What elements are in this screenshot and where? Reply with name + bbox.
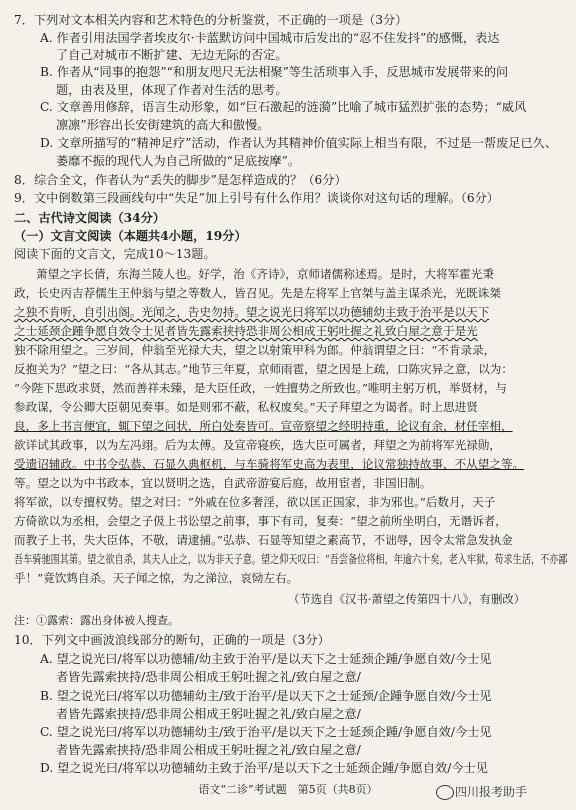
- q7-line: D. 文章所描写的“精神足疗”活动，作者认为其精神价值实际上相当有限，不过是一帮废足已久、: [40, 136, 558, 150]
- q7-line: 凛凛”形容出长安街建筑的高大和傲慢。: [56, 118, 270, 132]
- q7-line: 萎靡不振的现代人为自己所做的“足底按摩”。: [56, 154, 301, 168]
- passage-line-underlined: 受遗诏辅政。中书令弘恭、石显久典枢机，与车骑将军史高为表里，论议常独持故事，不从望之等。: [14, 457, 525, 471]
- q10-option-d: D. 望之说光曰/将军以功德辅幼主致于治平/是以天下之士延颈企踵/争愿自效/今士见: [40, 761, 488, 775]
- passage-line: 参政谋，令公卿大臣朝见奏事。如是则邪不蔽，私权废矣。”天子拜望之为谒者。时上思进贤: [14, 400, 478, 414]
- footnote: 注：①露索：露出身体被人搜查。: [14, 614, 179, 627]
- watermark: 四川报考助手: [455, 785, 528, 799]
- wechat-icon: [436, 785, 454, 800]
- passage-source: （节选自《汉书·萧望之传第四十八》，有删改）: [288, 592, 526, 606]
- passage-line: 方倚欲以为丞相，会望之子伋上书讼望之前事，事下有司，复奏：“望之前所坐明白，无谮诉者，: [14, 514, 507, 528]
- q8-stem: 8．综合全文，作者认为“丢失的脚步”是怎样造成的？（6分）: [14, 173, 347, 187]
- q10-option-c: C. 望之说光曰/将军以功德辅幼主/致于治平/是以天下之士延颈企踵/争愿自效/今士见: [40, 725, 492, 739]
- q7-line: A. 作者引用法国学者埃皮尔·卡蓝默访问中国城市后发出的“忍不住发抖”的感慨，表达: [40, 31, 500, 45]
- passage-line: 萧望之字长倩，东海兰陵人也。好学，治《齐诗》，京师诸儒称述焉。是时，大将军霍光秉: [36, 267, 494, 281]
- passage-line: 欲详试其政事，以为左冯翊。后为太傅。及宣帝寝疾，选大臣可属者，拜望之为前将军光禄勋，: [14, 438, 501, 452]
- q9-stem: 9．文中倒数第三段画线句中“失足”加上引号有什么作用？谈谈你对这句话的理解。（6分）: [14, 191, 499, 205]
- q10-option-a-cont: 者皆先露索挟持/恐非周公相成王躬吐握之礼/致白屋之意/: [56, 670, 361, 684]
- q10-option-c-cont: 者皆先露索挟持/恐非周公相成王躬吐握之礼/致白屋之意/: [56, 743, 361, 757]
- passage-line-underlined: 良，多上书言便宜，辄下望之问状，所白处奏皆可。宣帝察望之经明持重，论议有余，材任宰相，: [14, 419, 513, 433]
- passage-line: 将军欲，以专擅权势。望之对曰：“外戚在位多奢淫，欲以匡正国家，非为邪也。”后数月，天子: [14, 495, 496, 509]
- passage-intro: 阅读下面的文言文，完成10～13题。: [14, 247, 216, 261]
- passage-line: 反抱关为？”望之曰：“各从其志。”地节三年夏，京师雨雹，望之因是上疏，口陈灾异之意，以为：: [14, 362, 513, 376]
- q10-option-b-cont: 者皆先露索挟持/恐非周公相成王躬吐握之礼/致白屋之意/: [56, 707, 361, 721]
- passage-line: 政，长史丙吉荐儒生王仲翁与望之等数人，皆召见。先是左将军上官桀与盖主谋杀光，光既诛桀: [14, 286, 501, 300]
- q7-stem: 7．下列对文本相关内容和艺术特色的分析鉴赏，不正确的一项是（3分）: [14, 13, 408, 27]
- q7-line: 了自己对城市不断扩建、无边无际的否定。: [56, 48, 288, 62]
- q7-line: 题，由表及里，体现了作者对生活的思考。: [56, 83, 288, 97]
- passage-line: 而教子上书，失大臣体，不敬，请逮捕。”弘恭、石显等知望之素高节，不诎辱，因令太常急发执金: [14, 533, 513, 547]
- q10-stem: 10．下列文中画波浪线部分的断句，正确的一项是（3分）: [14, 633, 330, 647]
- passage-line-wavy: 之独不肯听，自引出阁。光闻之，告史勿持。望之说光曰将军以功德辅幼主致于治平是以天下: [14, 305, 490, 319]
- passage-line: “今陛下思政求贤，然而善祥未臻，是大臣任政，一姓擅势之所致也。”唯明主躬万机，举贤材，与: [14, 381, 507, 395]
- passage-line: 等。望之以为中书政本，宜以贤明之选，自武帝游宴后庭，故用宦者，非国旧制。: [14, 476, 432, 490]
- passage-line: 乎！”竟饮鸩自杀。天子闻之惊，为之涕泣，哀恸左右。: [14, 571, 299, 585]
- passage-line-wavy: 之士延颈企踵争愿自效令士见者皆先露索挟持恐非周公相成王躬吐握之礼致白屋之意于是光: [14, 324, 478, 338]
- subsection-heading: （一）文言文阅读（本题共4小题，19分）: [14, 229, 247, 243]
- section-heading: 二、古代诗文阅读（34分）: [14, 211, 166, 225]
- passage-line: 吾车骑驰围其第。望之欲自杀，其夫人止之，以为非天子意。望之仰天叹曰：“吾尝备位将相，年逾六十矣，老入牢狱，苟求生活，不亦鄙: [14, 552, 568, 566]
- q7-line: C. 文章善用修辞，语言生动形象，如“巨石激起的涟漪”比喻了城市猛烈扩张的态势；“威风: [40, 100, 527, 114]
- q7-line: B. 作者从“同事的抱怨”“和朋友咫尺无法相聚”等生活琐事入手，反思城市发展带来的问: [40, 65, 509, 79]
- q10-option-b: B. 望之说光曰/将军以功德辅幼主/致于治平/是以天下之士延颈/企踵争愿自效/今士见: [40, 689, 492, 703]
- passage-line: 独不除用望之。三岁间，仲翁至光禄大夫，望之以射策甲科为郎。仲翁谓望之曰：“不肯录录，: [14, 343, 496, 357]
- q10-option-a: A. 望之说光曰/将军以功德辅/幼主致于治平/是以天下之士延颈企踵/争愿自效/今士见: [40, 652, 492, 666]
- page-footer: 语文“二诊”考试题 第5页（共8页）: [198, 783, 378, 796]
